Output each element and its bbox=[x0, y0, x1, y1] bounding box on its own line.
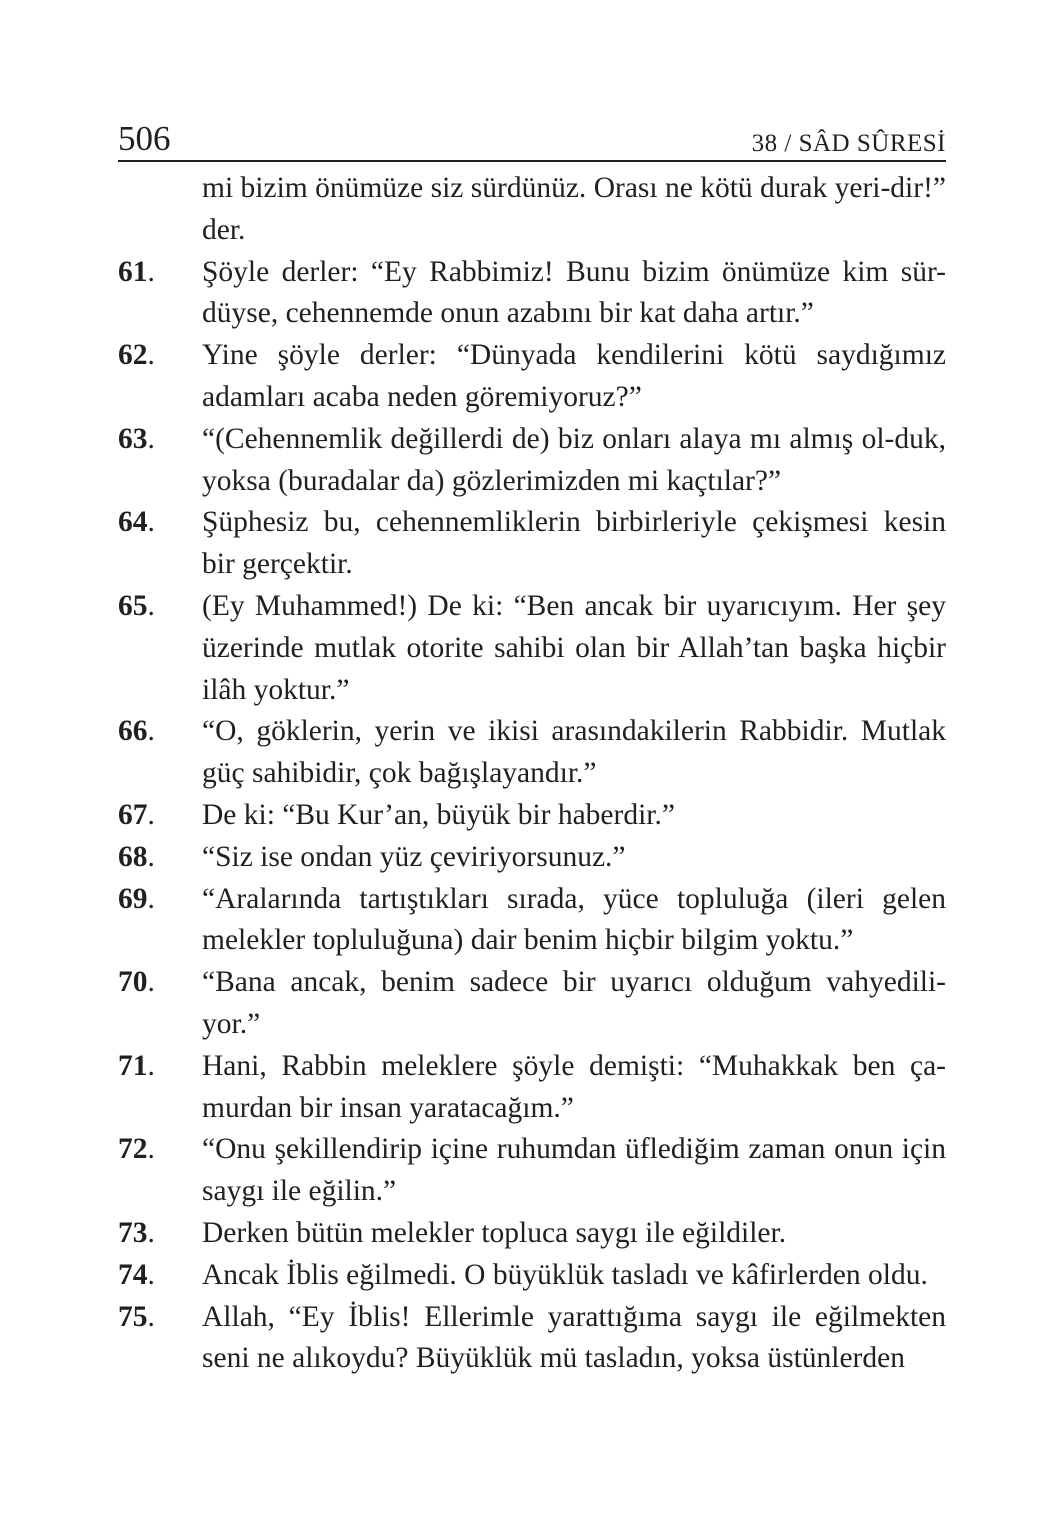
verse-62 bbox=[118, 335, 946, 419]
verse-text: “Aralarında tartıştıkları sırada, yüce topluluğa (ileri gelen melekler topluluğuna) dair benim hiçbir bilgim yoktu.” bbox=[202, 882, 946, 957]
verse-number: 68. bbox=[118, 840, 155, 873]
verse-number: 67. bbox=[118, 798, 155, 831]
verse-text: Derken bütün melekler topluca saygı ile eğildiler. bbox=[202, 1216, 787, 1249]
verse-70 bbox=[118, 962, 946, 1046]
verse-text: “O, göklerin, yerin ve ikisi arasındakilerin Rabbidir. Mutlak güç sahibidir, çok bağışlayandır.” bbox=[202, 715, 946, 790]
verse-69 bbox=[118, 879, 946, 963]
verse-number: 61. bbox=[118, 255, 155, 288]
verse-65 bbox=[118, 586, 946, 711]
verse-68 bbox=[118, 837, 946, 879]
verse-number: 75. bbox=[118, 1300, 155, 1333]
verse-number: 74. bbox=[118, 1258, 155, 1291]
verse-number: 71. bbox=[118, 1049, 155, 1082]
verse-text: Allah, “Ey İblis! Ellerimle yarattığıma saygı ile eğilmekten seni ne alıkoydu? Büyüklük mü tasladın, yoksa üstünlerden bbox=[202, 1300, 946, 1375]
verse-number: 64. bbox=[118, 506, 155, 539]
verse-text: “Bana ancak, benim sadece bir uyarıcı olduğum vahyedili-yor.” bbox=[202, 966, 946, 1040]
verse-text: Hani, Rabbin meleklere şöyle demişti: “Muhakkak ben ça-murdan bir insan yaratacağım.” bbox=[202, 1049, 946, 1124]
verse-text: Ancak İblis eğilmedi. O büyüklük tasladı ve kâfirlerden oldu. bbox=[202, 1258, 928, 1291]
verse-66 bbox=[118, 711, 946, 795]
verse-number: 62. bbox=[118, 339, 155, 372]
running-title: 38 / SÂD SÛRESİ bbox=[751, 130, 946, 157]
verse-63 bbox=[118, 419, 946, 503]
verse-text: mi bizim önümüze siz sürdünüz. Orası ne kötü durak yeri-dir!” der. bbox=[202, 172, 946, 246]
verse-number: 70. bbox=[118, 966, 155, 999]
verse-74 bbox=[118, 1255, 946, 1297]
verse-text: Yine şöyle derler: “Dünyada kendilerini kötü saydığımız adamları acaba neden göremiyoruz?” bbox=[202, 339, 946, 413]
verse-text: “Onu şekillendirip içine ruhumdan üflediğim zaman onun için saygı ile eğilin.” bbox=[202, 1133, 946, 1208]
verse-number: 63. bbox=[118, 422, 155, 455]
verse-number: 73. bbox=[118, 1216, 155, 1249]
verse-number: 65. bbox=[118, 589, 155, 622]
verse-text: (Ey Muhammed!) De ki: “Ben ancak bir uyarıcıyım. Her şey üzerinde mutlak otorite sahibi olan bir Allah’tan başka hiçbir ilâh yoktur.” bbox=[202, 589, 946, 706]
verse-text: Şöyle derler: “Ey Rabbimiz! Bunu bizim önümüze kim sür-düyse, cehennemde onun azabını bir kat daha artır.” bbox=[202, 255, 946, 330]
verse-71 bbox=[118, 1046, 946, 1130]
verse-text: Şüphesiz bu, cehennemliklerin birbirleriyle çekişmesi kesin bir gerçektir. bbox=[202, 506, 946, 581]
verse-continuation bbox=[118, 168, 946, 252]
verse-text: De ki: “Bu Kur’an, büyük bir haberdir.” bbox=[202, 798, 675, 831]
verse-61 bbox=[118, 252, 946, 336]
verse-64 bbox=[118, 502, 946, 586]
verse-list bbox=[118, 168, 946, 1380]
verse-text: “(Cehennemlik değillerdi de) biz onları alaya mı almış ol-duk, yoksa (buradalar da) gözlerimizden mi kaçtılar?” bbox=[202, 422, 946, 497]
verse-number: 66. bbox=[118, 715, 155, 748]
verse-73 bbox=[118, 1213, 946, 1255]
page-number: 506 bbox=[118, 119, 171, 158]
verse-number: 69. bbox=[118, 882, 155, 915]
page-header bbox=[118, 112, 946, 162]
verse-72 bbox=[118, 1129, 946, 1213]
verse-number: 72. bbox=[118, 1133, 155, 1166]
verse-67 bbox=[118, 795, 946, 837]
verse-text: “Siz ise ondan yüz çeviriyorsunuz.” bbox=[202, 840, 626, 873]
verse-75 bbox=[118, 1297, 946, 1381]
